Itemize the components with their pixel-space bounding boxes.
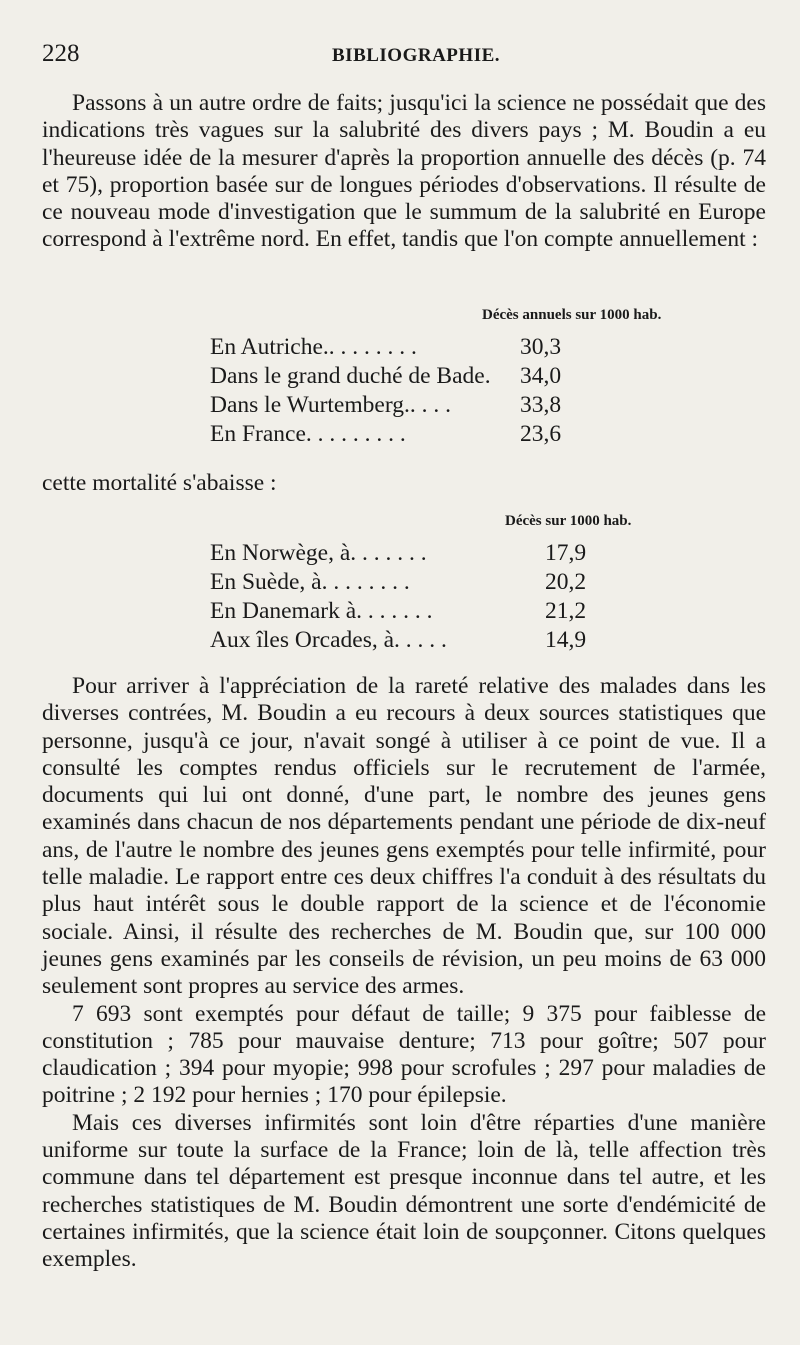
row-label: En France. . . . . . . . . [210, 421, 406, 447]
row-value: 17,9 [545, 540, 587, 566]
paragraph-salubrite: Passons à un autre ordre de faits; jusqu'ici la science ne possédait que des indications très vagues sur la salubrité des divers pays ; M. Boudin a eu l'heureuse idée de la mesurer d'après la proportion annuelle des décès (p. 74 et 75), proportion basée sur de longues périodes d'observations. Il résulte de ce nouveau mode d'investigation que le summum de la salubrité en Europe correspond à l'extrême nord. En effet, tandis que l'on compte annuellement : [42, 90, 766, 253]
table1-unit-header: Décès annuels sur 1000 hab. [482, 307, 662, 323]
row-value: 30,3 [520, 334, 562, 360]
row-value: 20,2 [545, 569, 587, 595]
table2-unit-header: Décès sur 1000 hab. [505, 513, 632, 529]
paragraph-abaisse: cette mortalité s'abaisse : [42, 470, 277, 496]
row-label: Dans le grand duché de Bade. [210, 363, 491, 389]
row-label: En Autriche.. . . . . . . . [210, 334, 417, 360]
row-value: 23,6 [520, 421, 562, 447]
row-label: En Danemark à. . . . . . . [210, 598, 433, 624]
row-label: En Suède, à. . . . . . . . [210, 569, 410, 595]
row-value: 34,0 [520, 363, 562, 389]
page-number: 228 [42, 40, 80, 67]
row-value: 33,8 [520, 392, 562, 418]
row-value: 21,2 [545, 598, 587, 624]
row-label: Aux îles Orcades, à. . . . . [210, 627, 447, 653]
running-title: BIBLIOGRAPHIE. [332, 45, 501, 66]
row-label: Dans le Wurtemberg.. . . . [210, 392, 451, 418]
row-value: 14,9 [545, 627, 587, 653]
paragraph-recrutement: Pour arriver à l'appréciation de la rareté relative des malades dans les diverses contrées, M. Boudin a eu recours à deux sources statistiques que personne, jusqu'à ce jour, n'avait songé à utiliser à ce point de vue. Il a consulté les comptes rendus officiels sur le recrutement de l'armée, documents qui lui ont donné, d'une part, le nombre des jeunes gens examinés dans chacun de nos départements pendant une période de dix-neuf ans, de l'autre le nombre des jeunes gens exemptés pour telle infirmité, pour telle maladie. Le rapport entre ces deux chiffres l'a conduit à des résultats du plus haut intérêt sous le double rapport de la science et de l'économie sociale. Ainsi, il résulte des recherches de M. Boudin que, sur 100 000 jeunes gens examinés par les conseils de révision, un peu moins de 63 000 seulement sont propres au service des armes. 7 693 sont exemptés pour défaut de taille; 9 375 pour faiblesse de constitution ; 785 pour mauvaise denture; 713 pour goître; 507 pour claudication ; 394 pour myopie; 998 pour scrofules ; 297 pour maladies de poitrine ; 2 192 pour hernies ; 170 pour épilepsie. Mais ces diverses infirmités sont loin d'être réparties d'une manière uniforme sur toute la surface de la France; loin de là, telle affection très commune dans tel département est presque inconnue dans tel autre, et les recherches statistiques de M. Boudin démontrent une sorte d'endémicité de certaines infirmités, que la science était loin de soupçonner. Citons quelques exemples. [42, 673, 766, 1273]
page-header [42, 40, 760, 70]
row-label: En Norwège, à. . . . . . . [210, 540, 427, 566]
